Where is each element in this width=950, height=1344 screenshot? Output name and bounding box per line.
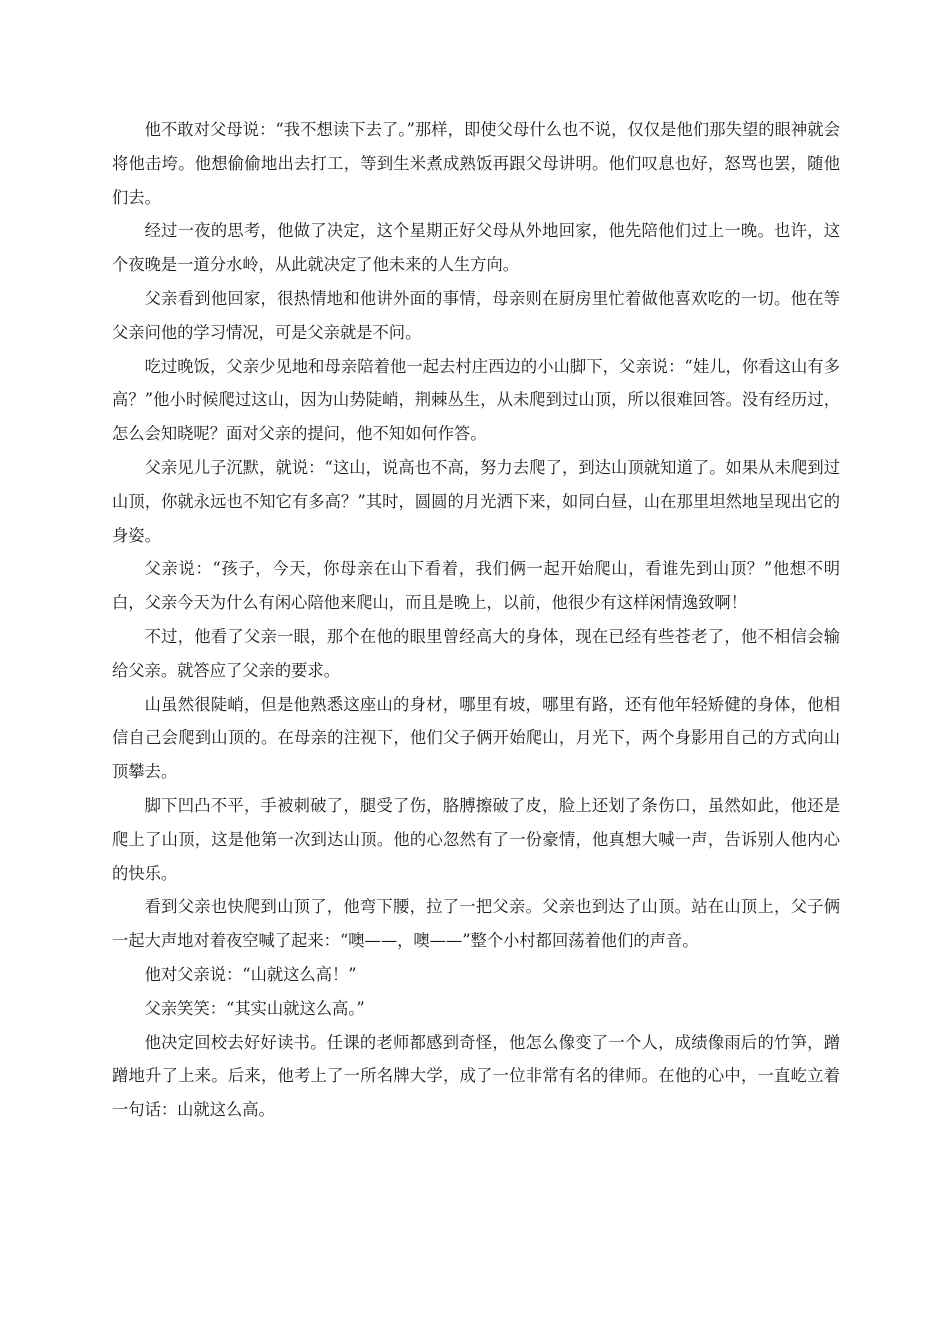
paragraph-10: 看到父亲也快爬到山顶了，他弯下腰，拉了一把父亲。父亲也到达了山顶。站在山顶上，父子俩一起大声地对着夜空喊了起来：“噢——，噢——”整个小村都回荡着他们的声音。	[112, 897, 840, 951]
document-body	[112, 113, 840, 1127]
paragraph-1: 他不敢对父母说：“我不想读下去了。”那样，即使父母什么也不说，仅仅是他们那失望的眼神就会将他击垮。他想偷偷地出去打工，等到生米煮成熟饭再跟父母讲明。他们叹息也好，怒骂也罢，随他们去。	[112, 120, 840, 207]
paragraph-9: 脚下凹凸不平，手被刺破了，腿受了伤，胳膊擦破了皮，脸上还划了条伤口，虽然如此，他还是爬上了山顶，这是他第一次到达山顶。他的心忽然有了一份豪情，他真想大喊一声，告诉别人他内心的快乐。	[112, 795, 840, 883]
paragraph-3: 父亲看到他回家，很热情地和他讲外面的事情，母亲则在厨房里忙着做他喜欢吃的一切。他在等父亲问他的学习情况，可是父亲就是不问。	[112, 288, 840, 342]
paragraph-13: 他决定回校去好好读书。任课的老师都感到奇怪，他怎么像变了一个人，成绩像雨后的竹笋，蹭蹭地升了上来。后来，他考上了一所名牌大学，成了一位非常有名的律师。在他的心中，一直屹立着一句话：山就这么高。	[112, 1032, 840, 1120]
paragraph-8: 山虽然很陡峭，但是他熟悉这座山的身材，哪里有坡，哪里有路，还有他年轻矫健的身体，他相信自己会爬到山顶的。在母亲的注视下，他们父子俩开始爬山，月光下，两个身影用自己的方式向山顶攀去。	[112, 694, 840, 782]
paragraph-4: 吃过晚饭，父亲少见地和母亲陪着他一起去村庄西边的小山脚下，父亲说：“娃儿，你看这山有多高？”他小时候爬过这山，因为山势陡峭，荆棘丛生，从未爬到过山顶，所以很难回答。没有经历过，怎么会知晓呢？面对父亲的提问，他不知如何作答。	[112, 356, 840, 444]
paragraph-6: 父亲说：“孩子，今天，你母亲在山下看着，我们俩一起开始爬山，看谁先到山顶？”他想不明白，父亲今天为什么有闲心陪他来爬山，而且是晚上，以前，他很少有这样闲情逸致啊！	[112, 559, 840, 613]
paragraph-12: 父亲笑笑：“其实山就这么高。”	[144, 998, 365, 1018]
paragraph-5: 父亲见儿子沉默，就说：“这山，说高也不高，努力去爬了，到达山顶就知道了。如果从未爬到过山顶，你就永远也不知它有多高？”其时，圆圆的月光洒下来，如同白昼，山在那里坦然地呈现出它的身姿。	[112, 457, 840, 545]
paragraph-11: 他对父亲说：“山就这么高！”	[144, 964, 357, 984]
paragraph-7: 不过，他看了父亲一眼，那个在他的眼里曾经高大的身体，现在已经有些苍老了，他不相信会输给父亲。就答应了父亲的要求。	[112, 626, 840, 680]
paragraph-2: 经过一夜的思考，他做了决定，这个星期正好父母从外地回家，他先陪他们过上一晚。也许，这个夜晚是一道分水岭，从此就决定了他未来的人生方向。	[112, 221, 840, 275]
